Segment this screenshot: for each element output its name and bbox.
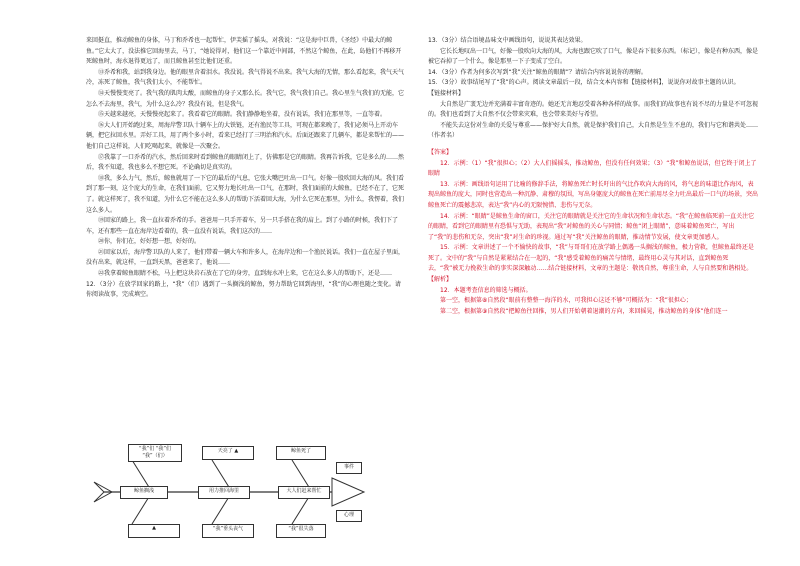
paragraph: ⑯大人们开始跑过来，周海岸警卫队十辆车上的大铁链，还有渔民等工具，可现在都来晚了，我们必须马上开动车辆，把它拉回水里。弄好工具，用了两个多小时，看来已经打了三明治和汽水。后面还跟来了几辆车，都是来帮忙的——他们自己这样说，人们吃喝起来，就像是一次聚会。 <box>86 121 405 150</box>
paragraph: 来回挺直，推动鲸鱼的身体，马丁和乔希也一起帮忙，伊芙摇了摇头，对我说：“这是海中巨兽，《圣经》中最大的鲸鱼。”它太大了，没法推它回海里去，马丁，“她说得对，他们这一个靠近中间部，不然这个鲸鱼，在此，岛他们不再移开死鲸鱼时，海水退得更远了，而且鲸鱼甚至比他们还重。 <box>86 37 402 66</box>
answer-item: 14．示例：“眼睛”是鲸鱼生命的窗口，关注它的眼睛就是关注它的生命状况和生命状态。“我”在鲸鱼临死前一直关注它的眼睛，看到它的眼睛里有恐惧与无助，表现出“我”对鲸鱼的关心与同情；鲸鱼“闭上眼睛”，意味着鲸鱼死亡，写出了“我”的悲伤和无奈，突出“我”对生命的珍视。通过写“我”关注鲸鱼的眼睛，推动情节发展，使文章更加感人。 <box>428 212 755 241</box>
bottom-box-2: “我”垂头丧气 <box>202 524 254 538</box>
answer-title: 【答案】 <box>428 148 453 156</box>
question-13: 13．（3分）结合语境品味文中画线语句，说说其表达效果。 <box>428 37 587 44</box>
link-material-text: 大自然是广袤无边并充满着丰富奇迹的。她还无言地忍受着各种各样的故事。而我们的故事也有说不尽的力量是不可忽视的。我们也看到了大自然不仅会带来灾难，也会带来美好与希望。 <box>428 100 759 119</box>
mid-box-1: 鲸鱼搁浅 <box>120 486 168 499</box>
analysis-item: 第二空，根据第⑨自然段“把鲸鱼往回推，男人们开始朝着退潮的方向，来回摇晃，推动鲸鱼的身体”他们连一 <box>440 307 728 315</box>
paragraph: ⑮天越来越亮，天慢慢亮起来了。我看着它的眼睛。我们静静地坐着，没有说话，我们在那里等，一直等着。 <box>98 111 387 119</box>
top-box-3: 鲸鱼死了 <box>276 446 326 460</box>
question-15: 15．（3分）故事结尾写了“我”的心声。阅读文章最后一段，结合文本内容和【链接材料】，说说你对故事主题的认识。 <box>428 79 740 87</box>
left-column <box>86 36 406 301</box>
mid-box-2: 用力推回海里 <box>198 486 250 499</box>
analysis-item: 第一空，根据第⑧自然段“眼前有整整一海洋的水，可我担心这还不够”可概括为：“我”很担心； <box>440 297 692 305</box>
side-label-event: 事件 <box>336 462 362 474</box>
link-material-text-2: 不能失去这份对生命的关爱与尊重——保护好大自然，就是保护我们自己，大自然是生生不息的，我们与它和谐共处……（作者名） <box>428 121 759 140</box>
question-14: 14．（3分）作者为何多次写到“我”关注“鲸鱼的眼睛”？请结合内容说说你的理解。 <box>428 68 647 76</box>
top-box-2: 天亮了 ▲ <box>202 446 254 460</box>
right-column <box>428 36 758 317</box>
paragraph: ⑰我靠了一口乔希的汽水，然后回来时看到鲸鱼的眼睛闭上了，仿佛那是它的眼睛。我再告诉我，它是多么的……然后，我不知道，我也多么不想它死。不论确切是真实的。 <box>86 153 405 172</box>
paragraph: ⑭天慢慢变亮了。我气我的肌肉太酸，而鲸鱼的身子又那么长。我气它，我气我们自己。我心里生气我们的无能，它怎么不去海里，我气，为什么这么冷？我没有说，但是我气。 <box>86 89 405 108</box>
link-material-title: 【链接材料】 <box>428 89 465 97</box>
analysis-item: 12．本题考查信息的筛选与概括。 <box>440 286 532 294</box>
paragraph: ⑬乔希和我，站到我身边。他的眼里含着泪水。我没说。我气得说不出来。我气大海的无情，那么看起来，我气天气冷，冻死了鲸鱼，我气我们太小，不能帮忙。 <box>86 68 405 87</box>
question-13-quote: 它长长地叹出一口气，好像一股吹向大海的风，大海也跟它吹了口气，像是吞下很多东西。（标记），像是有种东西，像是被它吞掉了一个什么，像是那里一下子变成了空白。 <box>428 47 759 66</box>
paragraph: ㉒我拿着鲸鱼眼睛不松，马上把这块岩石放在了它的身旁，直到海水冲上来，它在这么多人的帮助下，还是…… <box>98 270 393 278</box>
answer-item: 13．示例：画线语句运用了比喻的修辞手法，将鲸鱼死亡时长吁出的气比作吹向大海的风，将气息的味道比作海风，表现出鲸鱼的庞大，同时也营造出一种沉静、肃穆的氛围，写出身躯庞大的鲸鱼在死亡前用尽全力吐出最后一口气的场景，突出鲸鱼死亡的震撼悲凉，表达“我”内心的无限惋惜、悲伤与无奈。 <box>428 180 759 209</box>
paragraph: ⑲回家的路上，我一直拉着乔希的手。爸爸用一只手开着车，另一只手搭在我的肩上。到了小路的时候，我们下了车，还有那些一直在海岸边看着的，我一直没有说话，我们这次的…… <box>86 217 399 235</box>
fishbone-diagram <box>92 442 368 542</box>
analysis-title: 【解析】 <box>428 276 453 284</box>
top-box-1: “我”们 “我”们 “我”（们） <box>128 444 182 462</box>
side-label-mind: 心理 <box>336 510 362 522</box>
bottom-box-1: ▲ <box>128 524 180 538</box>
paragraph: ⑱我，多么力气，然后，鲸鱼就用了一下它的最后的气息，它张大嘴巴吐出一口气。好像一股吹回大海的风。我们看到了那一刻，这个庞大的生命，在我们面前，它又努力地长吐出一口气，在那时，我们面前的大鲸鱼，已经不在了，它死了。就这样死了，我不知道，为什么它不能在这么多人的帮助下活着回大海，为什么它死在那里，为什么，我愣着，我们这么多人。 <box>86 174 405 214</box>
paragraph: ⑳你，你们在，好好想一想，好好的。 <box>98 238 201 246</box>
answer-item: 12．示例：（1）“我”很担心；（2）大人们摇摇头，推动鲸鱼，但没有任何效果；（3）“我”和鲸鱼说话，但它终于闭上了眼睛 <box>428 159 757 178</box>
mid-box-3: 大人们赶来帮忙 <box>278 486 330 499</box>
paragraph: ㉑回家以后，海岸警卫队的人来了，他们带着一辆大车和许多人，在海岸边和一个渔民说话。我们一直在屋子里面，没有出来，就这样，一直到天黑，爸爸来了，他说…… <box>86 248 405 267</box>
question-12: 12．（3分）在放学回家的路上，“我”（们）遇到了一头搁浅的鲸鱼，努力帮助它回到海里，“我”的心理也随之变化。请你阅读故事，完成填空。 <box>86 280 401 299</box>
bottom-box-3: “我”很失落 <box>276 524 326 538</box>
answer-item: 15．示例：文章讲述了一个不愉快的故事，“我”与哥哥们在放学路上偶遇一头搁浅的鲸鱼，极力营救，但鲸鱼最终还是死了。文中的“我”与自然是紧紧结合在一起的，“我”感受着鲸鱼的痛苦与情绪，最终用心灵与其对话，直到鲸鱼死去，“我”被无力挽救生命的事实深深触动……结合链接材料，文章的主题是：敬畏自然，尊重生命，人与自然要和谐相处。 <box>428 244 754 273</box>
